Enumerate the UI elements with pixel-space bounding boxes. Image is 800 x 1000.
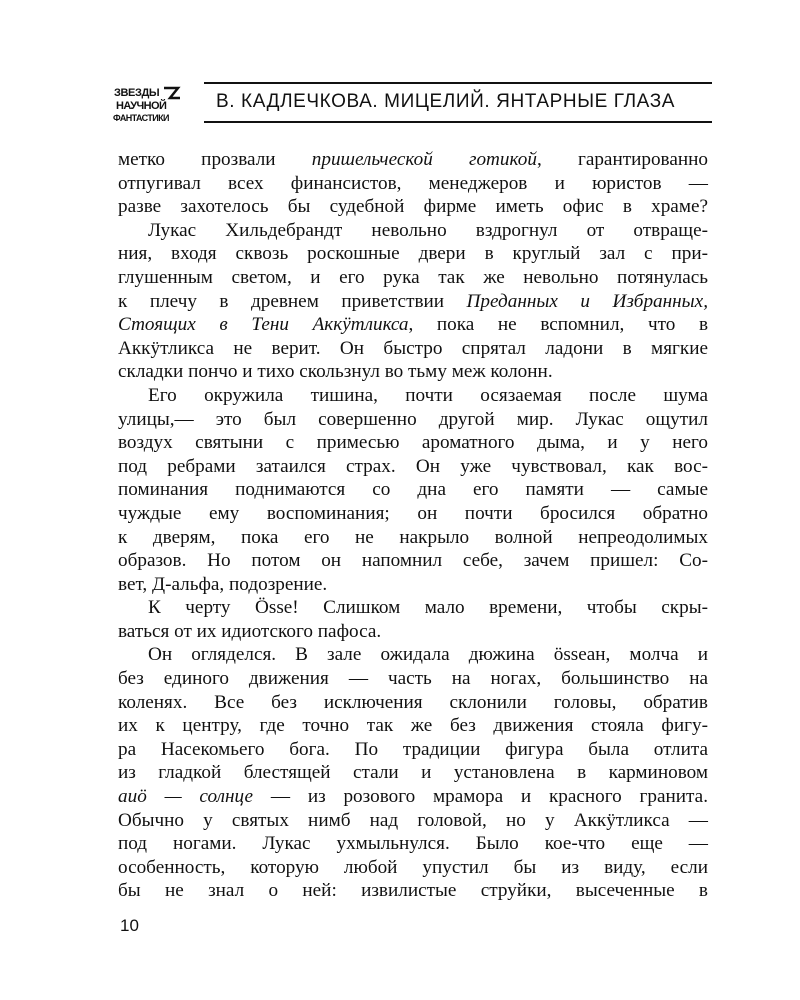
text-run: без единого движения — часть на ногах, большинство на xyxy=(118,668,708,690)
text-line xyxy=(118,573,708,597)
text-line xyxy=(118,738,708,762)
text-run: Лукас Хильдебрандт невольно вздрогнул от отвраще- xyxy=(148,219,708,241)
text-line xyxy=(118,478,708,502)
page-number: 10 xyxy=(120,916,139,935)
text-line xyxy=(118,337,708,361)
text-run: под ребрами затаился страх. Он уже чувствовал, как вос- xyxy=(118,455,708,477)
text-run: складки пончо и тихо скользнул во тьму меж колонн. xyxy=(118,361,553,383)
text-line xyxy=(118,879,708,903)
text-run: коленях. Все без исключения склонили головы, обратив xyxy=(118,691,708,713)
text-line xyxy=(118,148,708,172)
text-line xyxy=(118,313,708,337)
text-run: глушенным светом, и его рука так же невольно потянулась xyxy=(118,266,708,288)
text-line xyxy=(118,455,708,479)
text-line xyxy=(118,643,708,667)
text-run: Аккӱтликса не верит. Он быстро спрятал ладони в мягкие xyxy=(118,337,708,359)
logo-line-3: ФАНТАСТИКИ xyxy=(113,113,169,123)
italic-phrase: Преданных и Избранных, xyxy=(466,290,708,312)
series-logo xyxy=(112,84,202,124)
text-run: под ногами. Лукас ухмыльнулся. Было кое-что еще — xyxy=(118,833,708,855)
logo-line-2: НАУЧНОЙ xyxy=(116,100,167,112)
text-run: ра Насекомьего бога. По традиции фигура была отлита xyxy=(118,738,708,760)
text-line xyxy=(118,431,708,455)
text-run: — из розового мрамора и красного гранита. xyxy=(253,786,708,808)
text-run: метко прозвали xyxy=(118,149,312,170)
italic-phrase: аиӧ — солнце xyxy=(118,786,254,808)
text-run: ваться от их идиотского пафоса. xyxy=(118,620,382,642)
text-line xyxy=(118,408,708,432)
text-run: воздух святыни с примесью ароматного дыма, и у него xyxy=(118,432,708,454)
text-line xyxy=(118,667,708,691)
text-line xyxy=(118,502,708,526)
text-line xyxy=(118,714,708,738)
text-run: отпугивал всех финансистов, менеджеров и юристов — xyxy=(118,172,708,194)
text-run: улицы,— это был совершенно другой мир. Лукас ощутил xyxy=(118,408,708,430)
text-line xyxy=(118,596,708,620)
italic-phrase: Стоящих в Тени Аккӱтликса xyxy=(118,314,409,336)
text-run: их к центру, где точно так же без движения стояла фигу- xyxy=(118,715,708,737)
text-line xyxy=(118,360,708,384)
running-header xyxy=(112,80,712,126)
text-line xyxy=(118,785,708,809)
text-line xyxy=(118,172,708,196)
text-line xyxy=(118,242,708,266)
text-run: вет, Д-альфа, подозрение. xyxy=(118,573,328,595)
text-line xyxy=(118,526,708,550)
text-line xyxy=(118,809,708,833)
text-line xyxy=(118,832,708,856)
header-rule-bottom xyxy=(204,121,712,123)
text-run: Он огляделся. В зале ожидала дюжина össeан, молча и xyxy=(148,644,708,666)
header-rule-top xyxy=(204,82,712,84)
text-run: к дверям, пока его не накрыло волной непреодолимых xyxy=(118,526,708,548)
text-line xyxy=(118,856,708,880)
text-line xyxy=(118,384,708,408)
text-run: , пока не вспомнил, что в xyxy=(408,314,709,336)
text-line xyxy=(118,761,708,785)
text-line xyxy=(118,549,708,573)
text-run: чуждые ему воспоминания; он почти бросился обратно xyxy=(118,502,708,524)
italic-phrase: пришельческой готикой xyxy=(311,149,537,170)
text-run: разве захотелось бы судебной фирме иметь офис в храме? xyxy=(118,196,708,218)
header-title: В. КАДЛЕЧКОВА. МИЦЕЛИЙ. ЯНТАРНЫЕ ГЛАЗА xyxy=(216,91,676,112)
text-run: ния, входя сквозь роскошные двери в круглый зал с при- xyxy=(118,243,708,265)
text-run: особенность, которую любой упустил бы из виду, если xyxy=(118,856,708,878)
text-run: к плечу в древнем приветствии xyxy=(118,290,467,312)
logo-line-1: ЗВЕЗДЫ xyxy=(114,87,160,99)
text-line xyxy=(118,266,708,290)
text-run: Его окружила тишина, почти осязаемая после шума xyxy=(148,384,708,406)
body-text xyxy=(118,148,708,903)
text-run: поминания поднимаются со дна его памяти — самые xyxy=(118,479,708,501)
text-run: К черту Össe! Слишком мало времени, чтобы скры- xyxy=(148,597,708,619)
text-run: бы не знал о ней: извилистые струйки, высеченные в xyxy=(118,880,708,902)
text-line xyxy=(118,195,708,219)
text-line xyxy=(118,219,708,243)
text-run: образов. Но потом он напомнил себе, зачем пришел: Со- xyxy=(118,550,708,572)
text-line xyxy=(118,691,708,715)
text-run: Обычно у святых нимб над головой, но у Аккӱтликса — xyxy=(118,809,708,831)
text-line xyxy=(118,290,708,314)
text-line xyxy=(118,620,708,644)
text-run: , гарантированно xyxy=(536,149,709,170)
text-run: из гладкой блестящей стали и установлена в карминовом xyxy=(118,762,708,784)
series-logo-graphic xyxy=(112,84,202,124)
